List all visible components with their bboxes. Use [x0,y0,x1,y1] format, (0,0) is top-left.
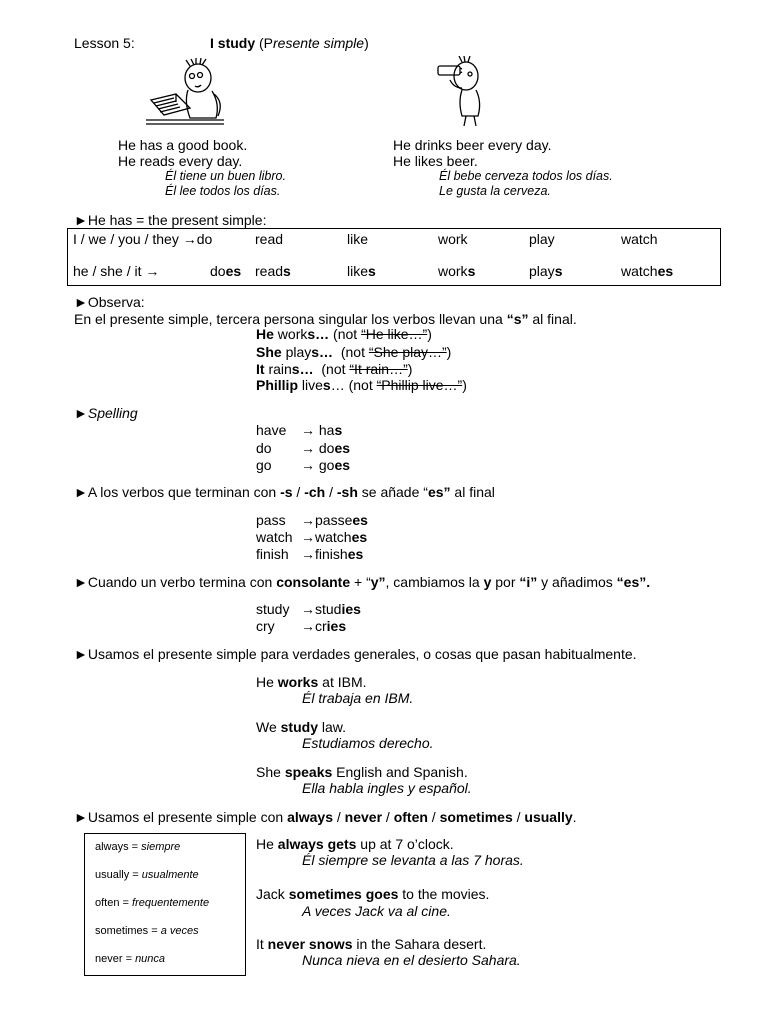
adverb-glossary-box [84,833,246,976]
spelling-result: → goes [301,457,351,473]
es-rule-base: finish [256,546,289,562]
right-example-en-1: He drinks beer every day. [393,137,552,153]
spelling-heading: ►Spelling [74,405,138,421]
general-example-es: Estudiamos derecho. [302,735,434,751]
spelling-base: do [256,440,272,456]
observa-item: He works… (not “He like…”) [256,326,432,342]
table-row2-verb: watches [621,263,674,279]
page-title: I study (Presente simple) [210,35,369,51]
adverb-example: Jack sometimes goes to the movies. [256,886,490,902]
es-rule-base: pass [256,512,286,528]
observa-text: En el presente simple, tercera persona singular los verbos llevan una “s” al final. [74,311,577,327]
right-example-en-2: He likes beer. [393,153,478,169]
table-row2-verb: likes [347,263,376,279]
table-row2-verb: plays [529,263,563,279]
y-rule-base: cry [256,618,275,634]
observa-item: Phillip lives… (not “Phillip live…”) [256,377,467,393]
glossary-row: usually = usualmente [95,869,199,881]
left-example-es-1: Él tiene un buen libro. [165,169,286,183]
drinking-man-illustration [432,56,492,126]
left-example-es-2: Él lee todos los días. [165,184,281,198]
table-row1-verb: play [529,231,555,247]
spelling-result: → has [301,422,343,438]
observa-item: It rains… (not “It rain…”) [256,361,413,377]
y-rule-base: study [256,601,290,617]
spelling-base: have [256,422,287,438]
right-example-es-2: Le gusta la cerveza. [439,184,551,198]
adverbs-heading: ►Usamos el presente simple con always / never / often / sometimes / usually. [74,809,577,825]
reading-man-illustration [146,58,226,128]
observa-heading: ►Observa: [74,294,145,310]
y-rule-result: →studies [301,601,361,617]
table-row2-verb: reads [255,263,291,279]
observa-item: She plays… (not “She play…”) [256,344,452,360]
es-rule-result: →finishes [301,546,364,562]
general-example: We study law. [256,719,346,735]
left-example-en-1: He has a good book. [118,137,248,153]
es-rule-base: watch [256,529,293,545]
spelling-result: → does [301,440,351,456]
present-simple-heading: ►He has = the present simple: [74,212,267,228]
y-rule-heading: ►Cuando un verbo termina con consolante + “y”, cambiamos la y por “i” y añadimos “es”. [74,574,651,590]
glossary-row: often = frequentemente [95,897,210,909]
table-row1-verb: like [347,231,369,247]
adverb-example-es: Nunca nieva en el desierto Sahara. [302,952,521,968]
right-example-es-1: Él bebe cerveza todos los días. [439,169,613,183]
table-row2-pronouns: he / she / it → [73,263,160,279]
table-row2-verb: works [438,263,476,279]
glossary-row: always = siempre [95,841,181,853]
table-row1-verb: read [255,231,284,247]
left-example-en-2: He reads every day. [118,153,243,169]
glossary-row: sometimes = a veces [95,925,199,937]
es-rule-result: →passees [301,512,368,528]
table-row2-do: does [210,263,242,279]
general-example-es: Ella habla ingles y español. [302,780,472,796]
glossary-row: never = nunca [95,953,166,965]
adverb-example: It never snows in the Sahara desert. [256,936,487,952]
general-example-es: Él trabaja en IBM. [302,690,414,706]
title-bold: I study [210,35,256,51]
general-example: He works at IBM. [256,674,367,690]
general-heading: ►Usamos el presente simple para verdades generales, o cosas que pasan habitualmente. [74,646,637,662]
es-rule-heading: ►A los verbos que terminan con -s / -ch / -sh se añade “es” al final [74,484,495,500]
es-rule-result: →watches [301,529,368,545]
y-rule-result: →cries [301,618,347,634]
conjugation-table [67,228,721,286]
spelling-base: go [256,457,272,473]
adverb-example: He always gets up at 7 o’clock. [256,836,454,852]
adverb-example-es: A veces Jack va al cine. [302,903,451,919]
table-row1-verb: watch [621,231,658,247]
table-row1-verb: work [438,231,468,247]
general-example: She speaks English and Spanish. [256,764,468,780]
table-row1-pronouns: I / we / you / they →do [73,231,213,247]
adverb-example-es: Él siempre se levanta a las 7 horas. [302,852,524,868]
lesson-label: Lesson 5: [74,35,135,51]
